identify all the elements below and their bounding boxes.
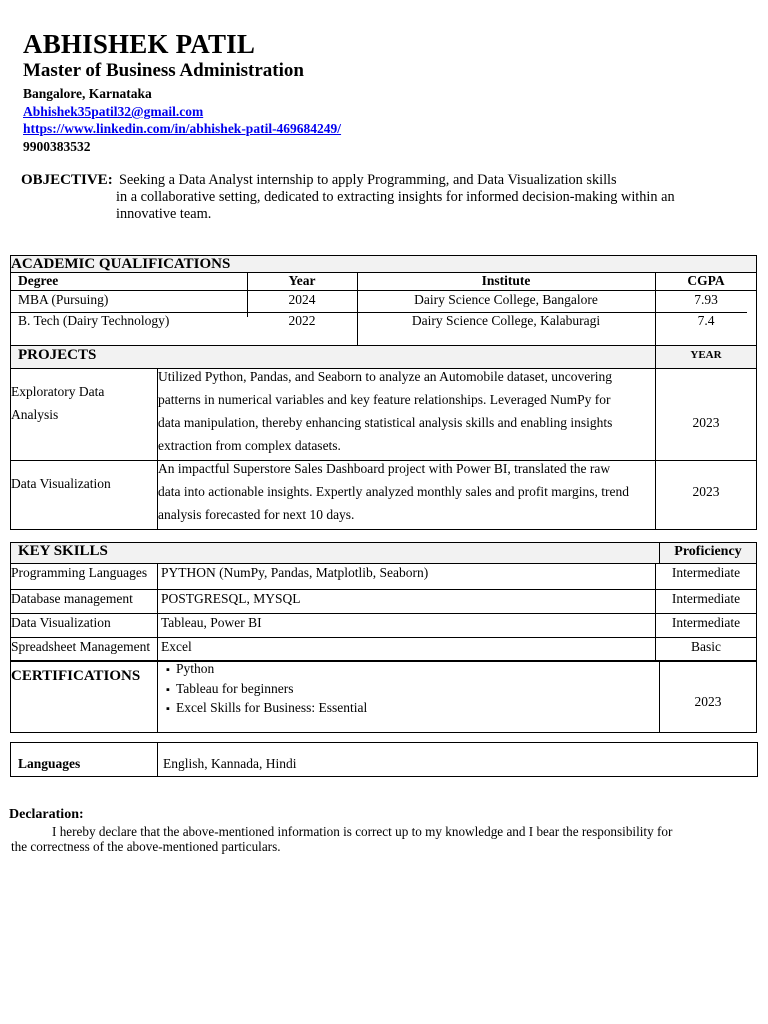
- academic-title: ACADEMIC QUALIFICATIONS: [11, 256, 231, 272]
- objective-line-3: innovative team.: [116, 206, 212, 222]
- projects-title: PROJECTS: [18, 347, 97, 363]
- project-name-line: Exploratory Data: [11, 384, 105, 399]
- academic-col-institute: Institute: [481, 273, 531, 288]
- skill-tools: Excel: [161, 639, 192, 654]
- project-desc-line: Utilized Python, Pandas, and Seaborn to analyze an Automobile dataset, uncovering: [158, 369, 613, 384]
- project-year: 2023: [692, 415, 720, 430]
- objective-line-2: in a collaborative setting, dedicated to extracting insights for informed decision-making within an: [116, 189, 675, 205]
- cert-col-divider: [157, 660, 158, 733]
- academic-cell: 7.93: [694, 292, 718, 307]
- project-name: [11, 472, 151, 495]
- academic-cell: MBA (Pursuing): [18, 292, 109, 307]
- certification-item: ▪ Tableau for beginners: [166, 680, 367, 700]
- languages-label: Languages: [18, 756, 81, 771]
- skill-proficiency: Intermediate: [671, 591, 741, 606]
- skills-row-divider: [10, 637, 757, 638]
- declaration-line-1: I hereby declare that the above-mentioned information is correct up to my knowledge and I bear the responsibility for: [52, 824, 673, 839]
- skills-row-divider: [10, 589, 757, 590]
- certification-year: 2023: [694, 694, 722, 709]
- academic-col-cgpa: CGPA: [687, 273, 725, 288]
- skills-col-divider: [157, 563, 158, 662]
- projects-year-header: YEAR: [690, 349, 722, 361]
- skill-category: Programming Languages: [11, 565, 148, 580]
- skill-tools: PYTHON (NumPy, Pandas, Matplotlib, Seaborn): [161, 565, 429, 580]
- academic-cell: B. Tech (Dairy Technology): [18, 313, 170, 328]
- skill-category: Data Visualization: [11, 615, 111, 630]
- objective-line-1: Seeking a Data Analyst internship to apply Programming, and Data Visualization skills: [119, 172, 617, 188]
- academic-header-divider: [10, 290, 757, 291]
- project-description: [158, 365, 654, 457]
- project-year: 2023: [692, 484, 720, 499]
- skill-proficiency: Intermediate: [671, 615, 741, 630]
- academic-col-year: Year: [288, 273, 316, 288]
- project-desc-line: An impactful Superstore Sales Dashboard project with Power BI, translated the raw: [158, 461, 611, 476]
- project-name-line: Analysis: [11, 407, 59, 422]
- academic-cell: Dairy Science College, Bangalore: [414, 292, 598, 307]
- candidate-name: ABHISHEK PATIL: [23, 29, 256, 59]
- project-desc-line: data manipulation, thereby enhancing statistical analysis skills and enabling insights: [158, 415, 613, 430]
- languages-value: English, Kannada, Hindi: [163, 756, 297, 771]
- academic-cell: 2024: [288, 292, 316, 307]
- skill-proficiency: Intermediate: [671, 565, 741, 580]
- academic-cell: Dairy Science College, Kalaburagi: [411, 313, 601, 328]
- project-desc-line: analysis forecasted for next 10 days.: [158, 507, 355, 522]
- languages-table: [10, 742, 758, 777]
- skills-header-bar: [10, 542, 757, 564]
- linkedin-link[interactable]: https://www.linkedin.com/in/abhishek-patil-469684249/: [23, 121, 342, 136]
- academic-col-degree: Degree: [18, 273, 59, 288]
- skills-title: KEY SKILLS: [18, 543, 108, 559]
- languages-col-divider: [157, 742, 158, 777]
- certification-item: ▪ Excel Skills for Business: Essential: [166, 699, 367, 719]
- certifications-title: CERTIFICATIONS: [11, 668, 141, 684]
- skill-proficiency: Basic: [691, 639, 721, 654]
- certification-item: ▪ Python: [166, 660, 367, 680]
- project-name: [11, 380, 151, 426]
- project-description: [158, 457, 654, 526]
- skills-row-divider: [10, 613, 757, 614]
- project-name-line: Data Visualization: [11, 476, 111, 491]
- project-desc-line: patterns in numerical variables and key feature relationships. Leveraged NumPy for: [158, 392, 611, 407]
- declaration-line-2: the correctness of the above-mentioned particulars.: [11, 839, 281, 854]
- skill-tools: Tableau, Power BI: [161, 615, 262, 630]
- objective-label: OBJECTIVE:: [21, 172, 113, 188]
- project-desc-line: data into actionable insights. Expertly analyzed monthly sales and profit margins, trend: [158, 484, 630, 499]
- degree-title: Master of Business Administration: [23, 60, 304, 81]
- skill-category: Database management: [11, 591, 133, 606]
- project-desc-line: extraction from complex datasets.: [158, 438, 341, 453]
- skill-category: Spreadsheet Management: [11, 639, 151, 654]
- certification-list: [166, 660, 367, 719]
- phone-number: 9900383532: [23, 139, 91, 154]
- skill-tools: POSTGRESQL, MYSQL: [161, 591, 301, 606]
- location: Bangalore, Karnataka: [23, 86, 152, 101]
- projects-col-divider: [655, 368, 656, 530]
- academic-cell: 2022: [288, 313, 316, 328]
- academic-cell: 7.4: [697, 313, 715, 328]
- declaration-title: Declaration:: [9, 807, 84, 822]
- skills-proficiency-header: Proficiency: [674, 544, 742, 559]
- email-link[interactable]: Abhishek35patil32@gmail.com: [23, 104, 204, 119]
